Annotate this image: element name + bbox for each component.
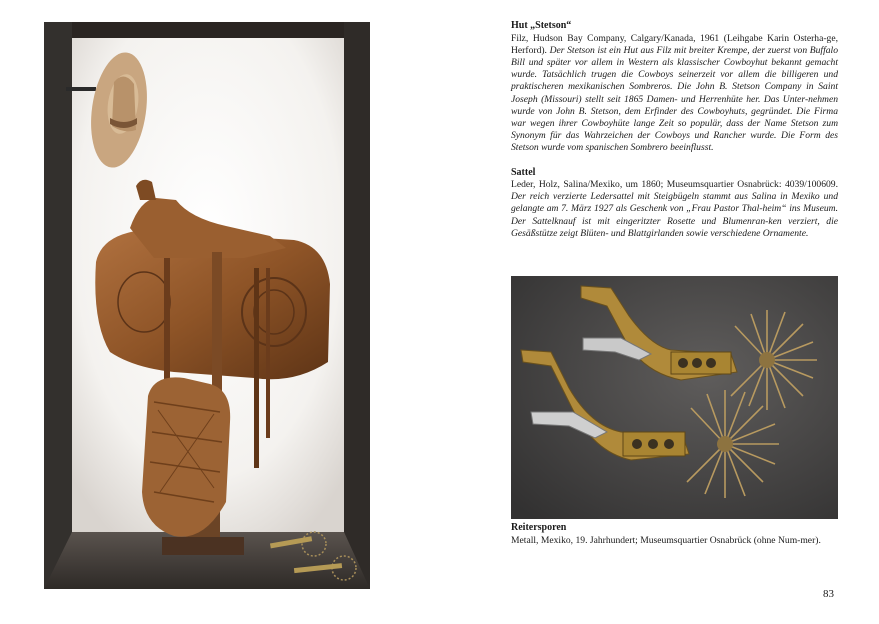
hat-meta: Filz, Hudson Bay Company, Calgary/Kanada, 1961 (Leihgabe Karin Osterha-ge, Herford). — [511, 32, 838, 56]
spurs-photo — [511, 276, 838, 519]
spurs-caption — [511, 522, 838, 547]
spurs-meta: Metall, Mexiko, 19. Jahrhundert; Museumsquartier Osnabrück (ohne Num-mer). — [511, 534, 821, 546]
saddle-meta: Leder, Holz, Salina/Mexiko, um 1860; Museumsquartier Osnabrück: 4039/100609. — [511, 179, 838, 191]
page-number: 83 — [823, 588, 834, 600]
saddle-description: Der reich verzierte Ledersattel mit Steigbügeln stammt aus Salina in Mexiko und gelangte am 7. März 1927 als Geschenk von „Frau Pastor Thal-heim“ ins Museum. Der Sattelknauf ist mit eingeritzter Rosette und Blumenran-ken verziert, die Gesäßstütze zeigt Blüten- und Blattgirlanden sowie verschiedene Ornamente. — [511, 191, 838, 239]
text-column — [511, 20, 838, 240]
saddle-title: Sattel — [511, 166, 536, 178]
hat-title: Hut „Stetson“ — [511, 20, 572, 31]
spurs-title: Reitersporen — [511, 522, 567, 533]
hat-description: Der Stetson ist ein Hut aus Filz mit breiter Krempe, der zuerst von Buffalo Bill und später vor allem in Western als klassischer Cowboyhut bekannt gemacht wurde. Tatsächlich trugen die Cowboys seinerzeit vor allem die billigeren und praktischeren mexikanischen Sombreros. Die John B. Stetson Company in Saint Joseph (Missouri) stellt seit 1865 Damen- und Herrenhüte her. Das Unter-nehmen wurde von John B. Stetson, dem Erfinder des Cowboyhuts, gegründet. Die Firma war wegen ihrer Cowboyhüte lange Zeit so populär, dass der Name Stetson zum Synonym für das Wahrzeichen der Cowboys und Rancher wurde. Die Form des Stetson wurde vom spanischen Sombrero beeinflusst. — [511, 44, 838, 154]
saddle-hat-photo — [44, 22, 370, 589]
